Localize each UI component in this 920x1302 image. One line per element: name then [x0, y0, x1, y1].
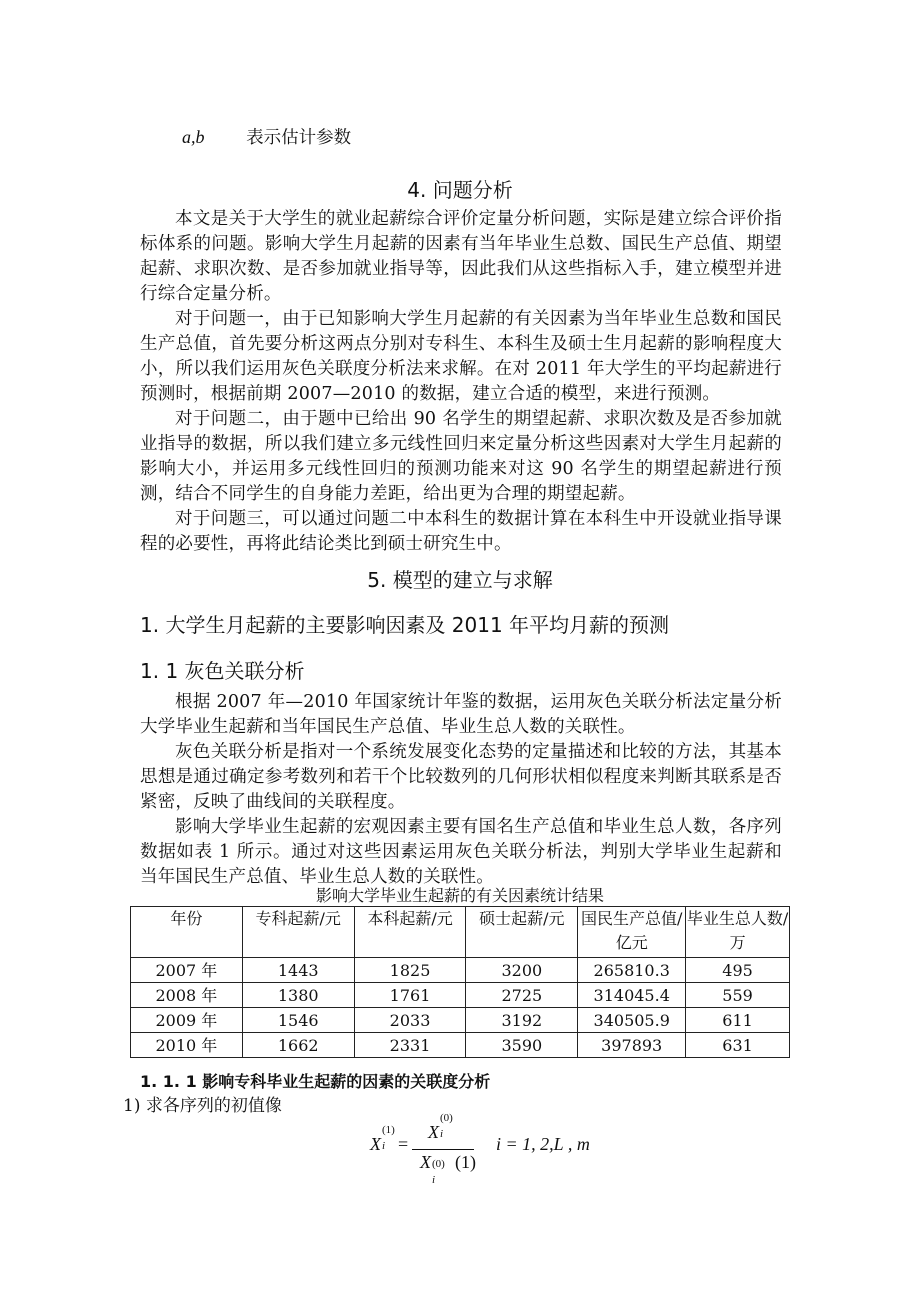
cell-gdp: 265810.3: [578, 958, 686, 983]
table-caption: 影响大学毕业生起薪的有关因素统计结果: [315, 886, 604, 905]
cell-year: 2009 年: [131, 1008, 243, 1033]
header-bachelor-salary: 本科起薪/元: [354, 907, 466, 958]
formula-lhs-symbol: X: [370, 1134, 381, 1154]
cell-bachelor: 1825: [354, 958, 466, 983]
cell-master: 2725: [466, 983, 578, 1008]
cell-year: 2008 年: [131, 983, 243, 1008]
symbol-ab: a,b: [182, 127, 205, 147]
table-row: [131, 1008, 790, 1033]
subsection-title-grey-relational: 1. 1 灰色关联分析: [140, 659, 305, 683]
formula-den-symbol: X: [420, 1152, 431, 1172]
section-title-problem-analysis: 4. 问题分析: [407, 178, 513, 202]
subsection-title-salary-factors: 1. 大学生月起薪的主要影响因素及 2011 年平均月薪的预测: [140, 613, 670, 637]
cell-year: 2007 年: [131, 958, 243, 983]
cell-gdp: 397893: [578, 1033, 686, 1058]
cell-gdp: 314045.4: [578, 983, 686, 1008]
cell-year: 2010 年: [131, 1033, 243, 1058]
paragraph-grey-definition: 灰色关联分析是指对一个系统发展变化态势的定量描述和比较的方法，其基本思想是通过确定参考数列和若干个比较数列的几何形状相似程度来判断其联系是否紧密，反映了曲线间的关联程度。: [140, 742, 782, 812]
formula-num-sup: (0): [440, 1112, 453, 1124]
step-one-label: 1) 求各序列的初值像: [123, 1096, 282, 1116]
cell-graduates: 495: [686, 958, 790, 983]
table-header-row: [131, 907, 790, 958]
paragraph-data-source: 根据 2007 年—2010 年国家统计年鉴的数据，运用灰色关联分析法定量分析大学毕业生起薪和当年国民生产总值、毕业生总人数的关联性。: [140, 692, 782, 737]
cell-graduates: 631: [686, 1033, 790, 1058]
paragraph-problem-three: 对于问题三，可以通过问题二中本科生的数据计算在本科生中开设就业指导课程的必要性，再将此结论类比到硕士研究生中。: [140, 509, 782, 554]
paragraph-intro: 本文是关于大学生的就业起薪综合评价定量分析问题，实际是建立综合评价指标体系的问题。影响大学生月起薪的因素有当年毕业生总数、国民生产总值、期望起薪、求职次数、是否参加就业指导等，因此我们从这些指标入手，建立模型并进行综合定量分析。: [140, 209, 782, 304]
header-graduates: 毕业生总人数/万: [686, 907, 790, 958]
formula-range: i = 1, 2,L , m: [496, 1134, 590, 1154]
cell-graduates: 611: [686, 1008, 790, 1033]
header-gdp: 国民生产总值/亿元: [578, 907, 686, 958]
formula-lhs-sub: i: [382, 1140, 386, 1152]
paragraph-problem-two: 对于问题二，由于题中已给出 90 名学生的期望起薪、求职次数及是否参加就业指导的数据，所以我们建立多元线性回归来定量分析这些因素对大学生月起薪的影响大小，并运用多元线性回归的预测功能来对这 90 名学生的期望起薪进行预测，结合不同学生的自身能力差距，给出更为合理的期望起薪。: [140, 409, 782, 504]
formula-num-sub: i: [440, 1128, 444, 1140]
formula-den-sub: i: [432, 1174, 436, 1186]
symbol-meaning: 表示估计参数: [246, 128, 352, 148]
cell-master: 3590: [466, 1033, 578, 1058]
cell-junior: 1443: [242, 958, 354, 983]
cell-bachelor: 2331: [354, 1033, 466, 1058]
cell-bachelor: 1761: [354, 983, 466, 1008]
formula-equals: =: [398, 1134, 409, 1154]
cell-junior: 1662: [242, 1033, 354, 1058]
table-row: [131, 983, 790, 1008]
formula-lhs-sup: (1): [382, 1124, 395, 1136]
formula-den-sup: (0): [432, 1158, 445, 1170]
formula-den-arg: (1): [455, 1152, 476, 1172]
statistics-table: [130, 906, 790, 1058]
formula-denominator: [420, 1152, 476, 1186]
subsubsection-title-junior-analysis: 1. 1. 1 影响专科毕业生起薪的因素的关联度分析: [140, 1072, 491, 1091]
cell-master: 3200: [466, 958, 578, 983]
cell-junior: 1546: [242, 1008, 354, 1033]
cell-graduates: 559: [686, 983, 790, 1008]
table-row: [131, 958, 790, 983]
cell-junior: 1380: [242, 983, 354, 1008]
header-junior-salary: 专科起薪/元: [242, 907, 354, 958]
formula-num-symbol: X: [428, 1122, 439, 1142]
formula-numerator: [428, 1112, 453, 1143]
formula-fraction-bar: [412, 1149, 474, 1150]
formula-lhs: [370, 1124, 395, 1155]
paragraph-macro-factors: 影响大学毕业生起薪的宏观因素主要有国名生产总值和毕业生总人数，各序列数据如表 1 所示。通过对这些因素运用灰色关联分析法，判别大学毕业生起薪和当年国民生产总值、毕业生总人数的关联性。: [140, 817, 782, 887]
paragraph-problem-one: 对于问题一，由于已知影响大学生月起薪的有关因素为当年毕业生总数和国民生产总值，首先要分析这两点分别对专科生、本科生及硕士生月起薪的影响程度大小，所以我们运用灰色关联度分析法来求解。在对 2011 年大学生的平均起薪进行预测时，根据前期 2007—2010 的数据，建立合适的模型，来进行预测。: [140, 309, 782, 404]
header-year: 年份: [131, 907, 243, 958]
symbol-definition: [182, 124, 351, 149]
header-master-salary: 硕士起薪/元: [466, 907, 578, 958]
cell-master: 3192: [466, 1008, 578, 1033]
cell-gdp: 340505.9: [578, 1008, 686, 1033]
section-title-model: 5. 模型的建立与求解: [367, 568, 553, 592]
table-row: [131, 1033, 790, 1058]
cell-bachelor: 2033: [354, 1008, 466, 1033]
